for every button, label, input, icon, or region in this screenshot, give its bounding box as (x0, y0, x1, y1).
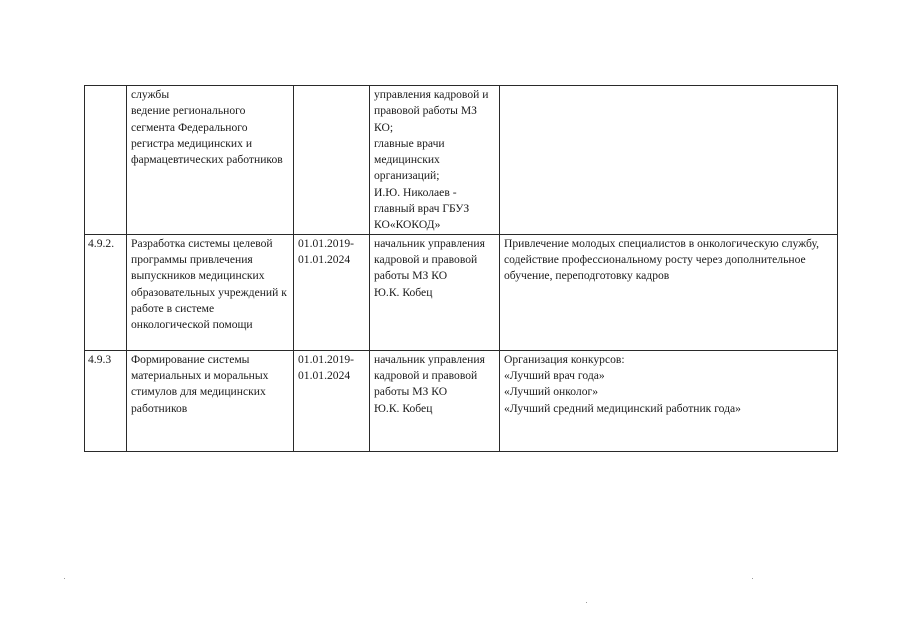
dates-cell (294, 86, 370, 235)
responsible-cell: начальник управления кадровой и правовой работы МЗ КО Ю.К. Кобец (370, 350, 500, 451)
result-cell (500, 86, 838, 235)
item-number-cell: 4.9.2. (85, 234, 127, 350)
table-row (85, 234, 838, 350)
activity-cell: Разработка системы целевой программы привлечения выпускников медицинских образовательных учреждений к работе в системе онкологической помощи (127, 234, 294, 350)
result-cell: Организация конкурсов: «Лучший врач года» «Лучший онколог» «Лучший средний медицинский работник года» (500, 350, 838, 451)
table-row (85, 86, 838, 235)
item-number-cell: 4.9.3 (85, 350, 127, 451)
measures-table (84, 85, 838, 452)
scan-speck (752, 578, 753, 579)
dates-cell: 01.01.2019- 01.01.2024 (294, 350, 370, 451)
dates-cell: 01.01.2019- 01.01.2024 (294, 234, 370, 350)
item-number-cell (85, 86, 127, 235)
activity-cell: службы ведение регионального сегмента Федерального регистра медицинских и фармацевтических работников (127, 86, 294, 235)
responsible-cell: управления кадровой и правовой работы МЗ КО; главные врачи медицинских организаций; И.Ю. Николаев - главный врач ГБУЗ КО«КОКОД» (370, 86, 500, 235)
activity-cell: Формирование системы материальных и моральных стимулов для медицинских работников (127, 350, 294, 451)
responsible-cell: начальник управления кадровой и правовой работы МЗ КО Ю.К. Кобец (370, 234, 500, 350)
table-row (85, 350, 838, 451)
scan-speck (64, 578, 65, 579)
result-cell: Привлечение молодых специалистов в онкологическую службу, содействие профессиональному росту через дополнительное обучение, переподготовку кадров (500, 234, 838, 350)
scan-speck (586, 602, 587, 603)
